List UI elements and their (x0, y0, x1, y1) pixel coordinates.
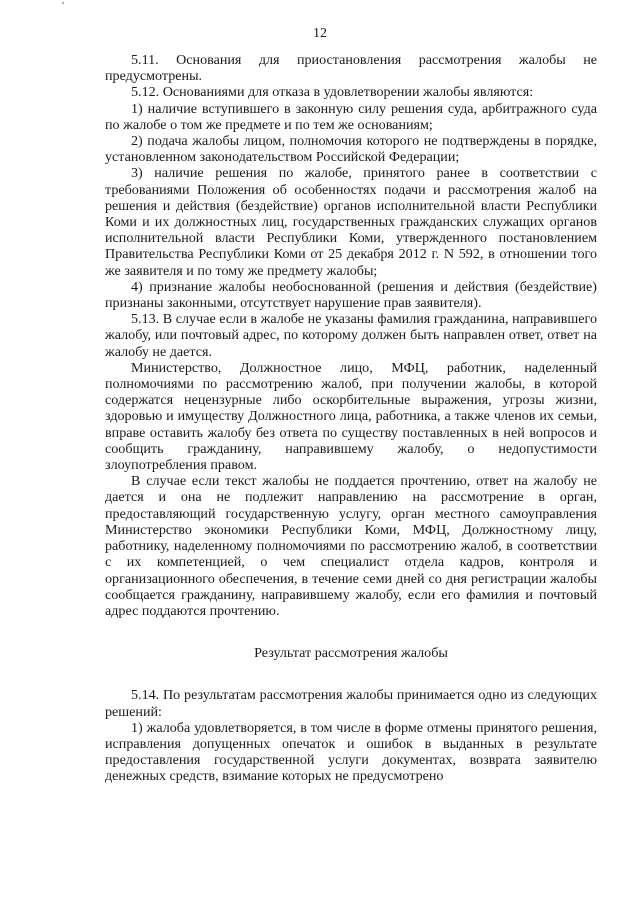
page-number: 12 (313, 26, 327, 41)
paragraph-unreadable-text: В случае если текст жалобы не поддается прочтению, ответ на жалобу не дается и она не подлежит направлению на рассмотрение в орган, предоставляющий государственную услугу, орган местного самоуправления Министерство экономики Республики Коми, МФЦ, Должностному лицу, работнику, наделенному полномочиями по рассмотрению жалоб, в соответствии с их компетенцией, о чем специалист отдела кадров, контроля и организационного обеспечения, в течение семи дней со дня регистрации жалобы сообщается гражданину, направившему жалобу, если его фамилия и почтовый адрес поддаются прочтению. (105, 473, 597, 619)
paragraph-5-13: 5.13. В случае если в жалобе не указаны фамилия гражданина, направившего жалобу, или почтовый адрес, по которому должен быть направлен ответ, ответ на жалобу не дается. (105, 311, 597, 360)
document-body (105, 52, 597, 785)
list-item-3: 3) наличие решения по жалобе, принятого ранее в соответствии с требованиями Положения об особенностях подачи и рассмотрения жалоб на решения и действия (бездействие) органов исполнительной власти Республики Коми и их должностных лиц, государственных гражданских служащих органов исполнительной власти Республики Коми, утвержденного постановлением Правительства Республики Коми от 25 декабря 2012 г. N 592, в отношении того же заявителя и по тому же предмету жалобы; (105, 165, 597, 279)
paragraph-5-11: 5.11. Основания для приостановления рассмотрения жалобы не предусмотрены. (105, 52, 597, 85)
paragraph-obscene-content: Министерство, Должностное лицо, МФЦ, работник, наделенный полномочиями по рассмотрению жалоб, при получении жалобы, в которой содержатся нецензурные либо оскорбительные выражения, угрозы жизни, здоровью и имуществу Должностного лица, работника, а также членов их семьи, вправе оставить жалобу без ответа по существу поставленных в ней вопросов и сообщить гражданину, направившему жалобу, о недопустимости злоупотребления правом. (105, 359, 597, 474)
paragraph-5-14: 5.14. По результатам рассмотрения жалобы принимается одно из следующих решений: (105, 687, 597, 720)
section-heading: Результат рассмотрения жалобы (254, 645, 448, 662)
paragraph-5-12: 5.12. Основаниями для отказа в удовлетворении жалобы являются: (131, 84, 534, 101)
list-item-2: 2) подача жалобы лицом, полномочия которого не подтверждены в порядке, установленном законодательством Российской Федерации; (105, 133, 597, 166)
list-item-1: 1) наличие вступившего в законную силу решения суда, арбитражного суда по жалобе о том же предмете и по тем же основаниям; (105, 100, 597, 133)
decision-item-1: 1) жалоба удовлетворяется, в том числе в форме отмены принятого решения, исправления допущенных опечаток и ошибок в выданных в результате предоставления государственной услуги документах, возврата заявителю денежных средств, взимание которых не предусмотрено (105, 719, 597, 785)
list-item-4: 4) признание жалобы необоснованной (решения и действия (бездействие) признаны законными, отсутствует нарушение прав заявителя). (105, 278, 597, 312)
corner-mark: ' (62, 0, 64, 12)
